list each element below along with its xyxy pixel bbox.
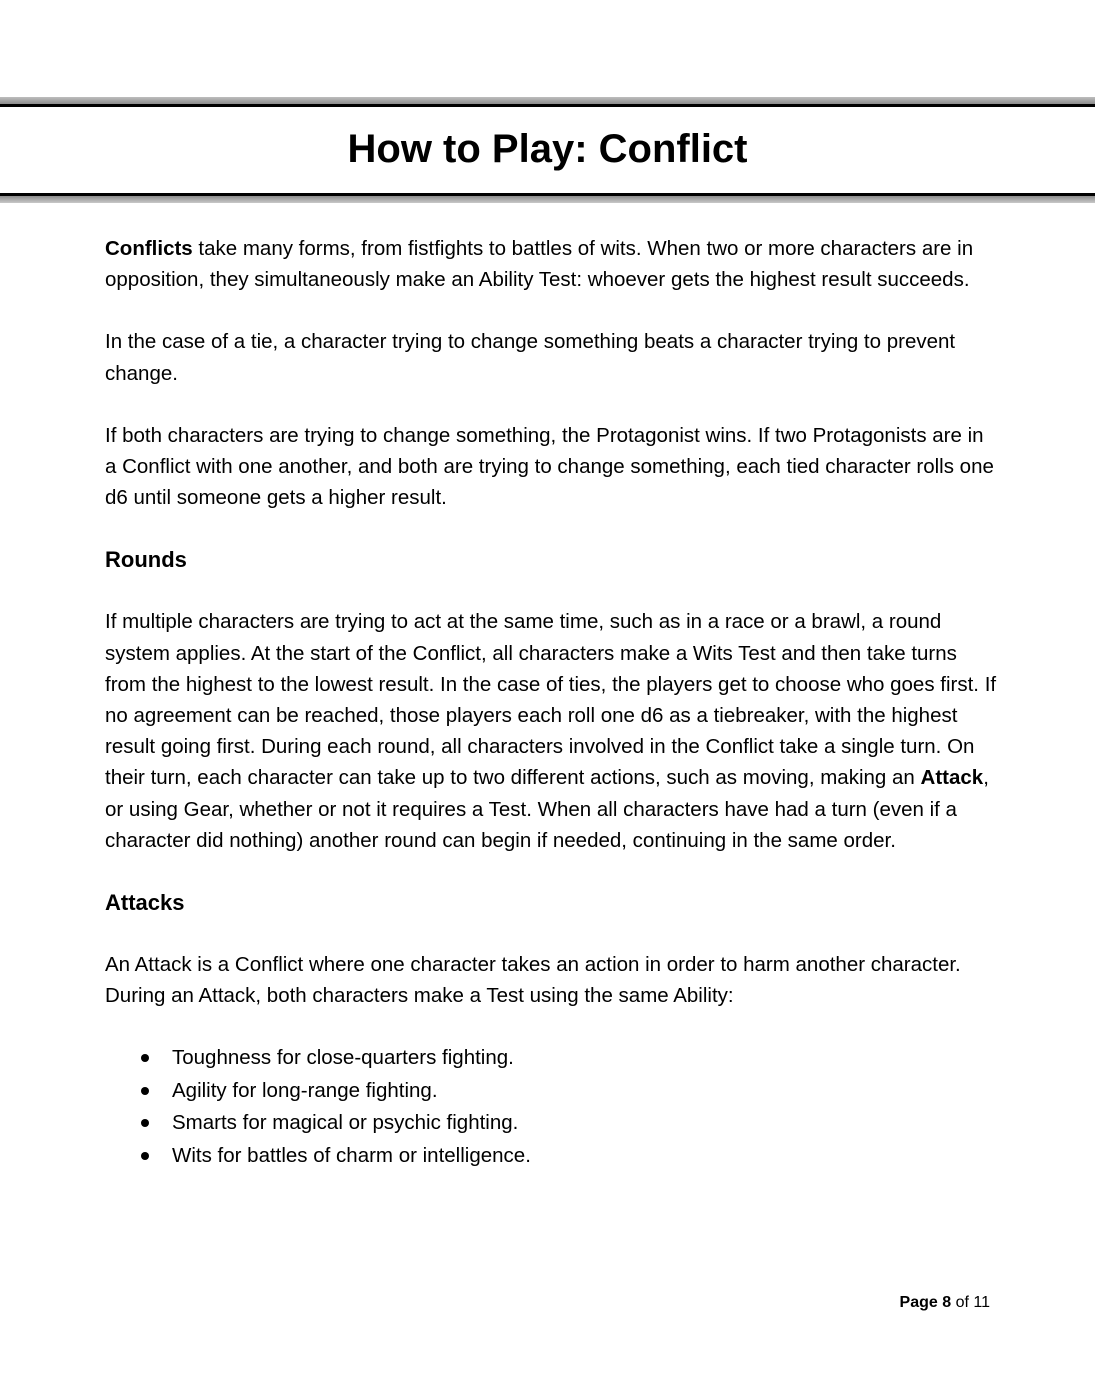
page-number: 8 (942, 1294, 952, 1311)
list-item-text: Agility for long-range fighting. (172, 1078, 438, 1102)
intro-paragraph-2: In the case of a tie, a character trying to change something beats a character trying to prevent change. (105, 330, 956, 385)
page-title: How to Play: Conflict (347, 127, 748, 171)
bullet-icon (141, 1119, 149, 1127)
intro-paragraph-1-text: take many forms, from fistfights to battles of wits. When two or more characters are in opposition, they simultaneously make an Ability Test: whoever gets the highest result succeeds. (105, 237, 974, 292)
list-item (105, 1107, 1000, 1139)
attacks-heading: Attacks (105, 890, 185, 916)
list-item (105, 1140, 1000, 1172)
bullet-icon (141, 1087, 149, 1095)
rounds-paragraph (105, 606, 1000, 856)
top-black-rule (0, 104, 1095, 107)
page-word: Page (899, 1294, 938, 1311)
title-band (0, 97, 1095, 205)
page-footer (900, 1292, 990, 1314)
intro-paragraph-1 (105, 233, 1000, 295)
total-pages: 11 (973, 1294, 990, 1311)
bottom-grey-rule (0, 196, 1095, 203)
attack-term: Attack (920, 766, 984, 790)
top-grey-rule (0, 97, 1095, 104)
ability-list (105, 1042, 1000, 1172)
list-item-text: Wits for battles of charm or intelligence. (172, 1143, 531, 1167)
rounds-text-after: , or using Gear, whether or not it requires a Test. When all characters have had a turn (even if a character did nothing) another round can begin if needed, continuing in the same order. (105, 766, 989, 852)
list-item-text: Smarts for magical or psychic fighting. (172, 1111, 519, 1135)
list-item-text: Toughness for close-quarters fighting. (172, 1046, 514, 1070)
list-item (105, 1042, 1000, 1074)
page-content (105, 233, 1000, 1172)
intro-paragraph-3: If both characters are trying to change something, the Protagonist wins. If two Protagonists are in a Conflict with one another, and both are trying to change something, each tied character rolls one d6 until someone gets a higher result. (105, 423, 994, 510)
bullet-icon (141, 1152, 149, 1160)
bullet-icon (141, 1054, 149, 1062)
list-item (105, 1075, 1000, 1107)
rounds-heading: Rounds (105, 547, 187, 573)
of-word: of (955, 1294, 969, 1311)
rounds-text-before: If multiple characters are trying to act at the same time, such as in a race or a brawl, a round system applies. At the start of the Conflict, all characters make a Wits Test and then take turns from the highest to the lowest result. In the case of ties, the players get to choose who goes first. If no agreement can be reached, those players each roll one d6 as a tiebreaker, with the highest result going first. During each round, all characters involved in the Conflict take a single turn. On their turn, each character can take up to two different actions, such as moving, making an (105, 610, 997, 790)
conflicts-term: Conflicts (105, 237, 193, 260)
attacks-paragraph: An Attack is a Conflict where one character takes an action in order to harm another character. During an Attack, both characters make a Test using the same Ability: (105, 953, 961, 1008)
